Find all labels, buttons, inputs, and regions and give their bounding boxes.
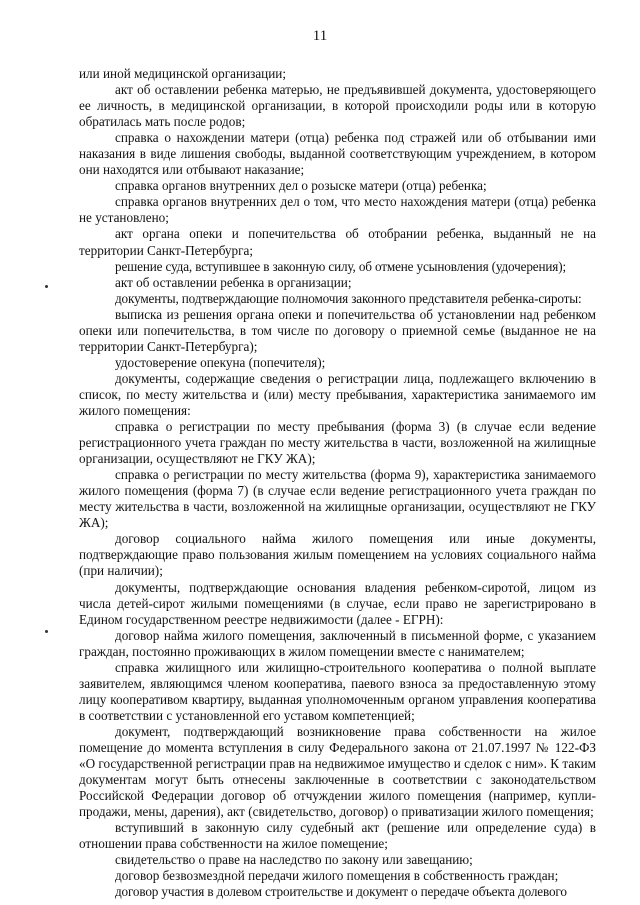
paragraph: договор участия в долевом строительстве и документ о передаче объекта долевого <box>115 884 567 900</box>
paragraph: договор найма жилого помещения, заключенный в письменной форме, с указанием граждан, постоянно проживающих в жилом помещении вместе с нанимателем; <box>79 627 596 659</box>
margin-dot-1 <box>45 285 48 288</box>
paragraph: договор социального найма жилого помещения или иные документы, подтверждающие право пользования жилым помещением на условиях социального найма (при наличии); <box>79 531 596 579</box>
paragraph: удостоверение опекуна (попечителя); <box>115 354 326 370</box>
paragraph: документ, подтверждающий возникновение права собственности на жилое помещение до момента вступления в силу Федерального закона от 21.07.1997 № 122-ФЗ «О государственной регистрации прав на недвижимое имущество и сделок с ним». К таким документам могут быть отнесены заключенные в соответствии с законодательством Российской Федерации договор об отчуждении жилого помещения (например, купли-продажи, мены, дарения), акт (свидетельство, договор) о приватизации жилого помещения; <box>79 723 596 820</box>
document-body <box>79 66 596 900</box>
paragraph: выписка из решения органа опеки и попечительства об установлении над ребенком опеки или попечительства, в том числе по договору о приемной семье (выданное не на территории Санкт-Петербурга); <box>79 306 596 354</box>
paragraph: справка о нахождении матери (отца) ребенка под стражей или об отбывании ими наказания в виде лишения свободы, выданной соответствующим учреждением, в котором они находятся или отбывают наказание; <box>79 130 596 178</box>
paragraph: справка о регистрации по месту жительства (форма 9), характеристика занимаемого жилого помещения (форма 7) (в случае если ведение регистрационного учета граждан по месту жительства в части, возложенной на жилищные организации, осуществляют не ГКУ ЖА); <box>79 467 596 531</box>
paragraph: или иной медицинской организации; <box>79 66 287 81</box>
paragraph: справка органов внутренних дел о том, что место нахождения матери (отца) ребенка не установлено; <box>79 194 596 226</box>
paragraph: вступивший в законную силу судебный акт (решение или определение суда) в отношении права собственности на жилое помещение; <box>79 820 596 852</box>
paragraph: свидетельство о праве на наследство по закону или завещанию; <box>115 852 473 868</box>
paragraph: акт об оставлении ребенка матерью, не предъявившей документа, удостоверяющего ее личность, в медицинской организации, в которой происходили роды или в которую обратилась мать после родов; <box>79 82 596 130</box>
paragraph: решение суда, вступившее в законную силу, об отмене усыновления (удочерения); <box>115 258 566 274</box>
paragraph: договор безвозмездной передачи жилого помещения в собственность граждан; <box>115 868 559 884</box>
paragraph: справка жилищного или жилищно-строительного кооператива о полной выплате заявителем, являющимся членом кооператива, паевого взноса за предоставленную этому лицу кооперативом квартиру, выданная уполномоченным органом управления кооператива в соответствии с установленной его уставом компетенцией; <box>79 659 596 723</box>
paragraph: документы, содержащие сведения о регистрации лица, подлежащего включению в список, по месту жительства и (или) месту пребывания, характеристика занимаемого им жилого помещения: <box>79 370 596 418</box>
paragraph: акт об оставлении ребенка в организации; <box>115 274 352 290</box>
paragraph: документы, подтверждающие полномочия законного представителя ребенка-сироты: <box>115 290 582 306</box>
paragraph: документы, подтверждающие основания владения ребенком-сиротой, лицом из числа детей-сирот жилыми помещениями (в случае, если право не зарегистрировано в Едином государственном реестре недвижимости (далее - ЕГРН): <box>79 579 596 627</box>
margin-dot-2 <box>45 630 48 633</box>
page-number: 11 <box>312 28 328 44</box>
paragraph: акт органа опеки и попечительства об отобрании ребенка, выданный не на территории Санкт-Петербурга; <box>79 226 596 258</box>
paragraph: справка органов внутренних дел о розыске матери (отца) ребенка; <box>115 178 487 194</box>
paragraph: справка о регистрации по месту пребывания (форма 3) (в случае если ведение регистрационного учета граждан по месту жительства в части, возложенной на жилищные организации, осуществляют не ГКУ ЖА); <box>79 419 596 467</box>
